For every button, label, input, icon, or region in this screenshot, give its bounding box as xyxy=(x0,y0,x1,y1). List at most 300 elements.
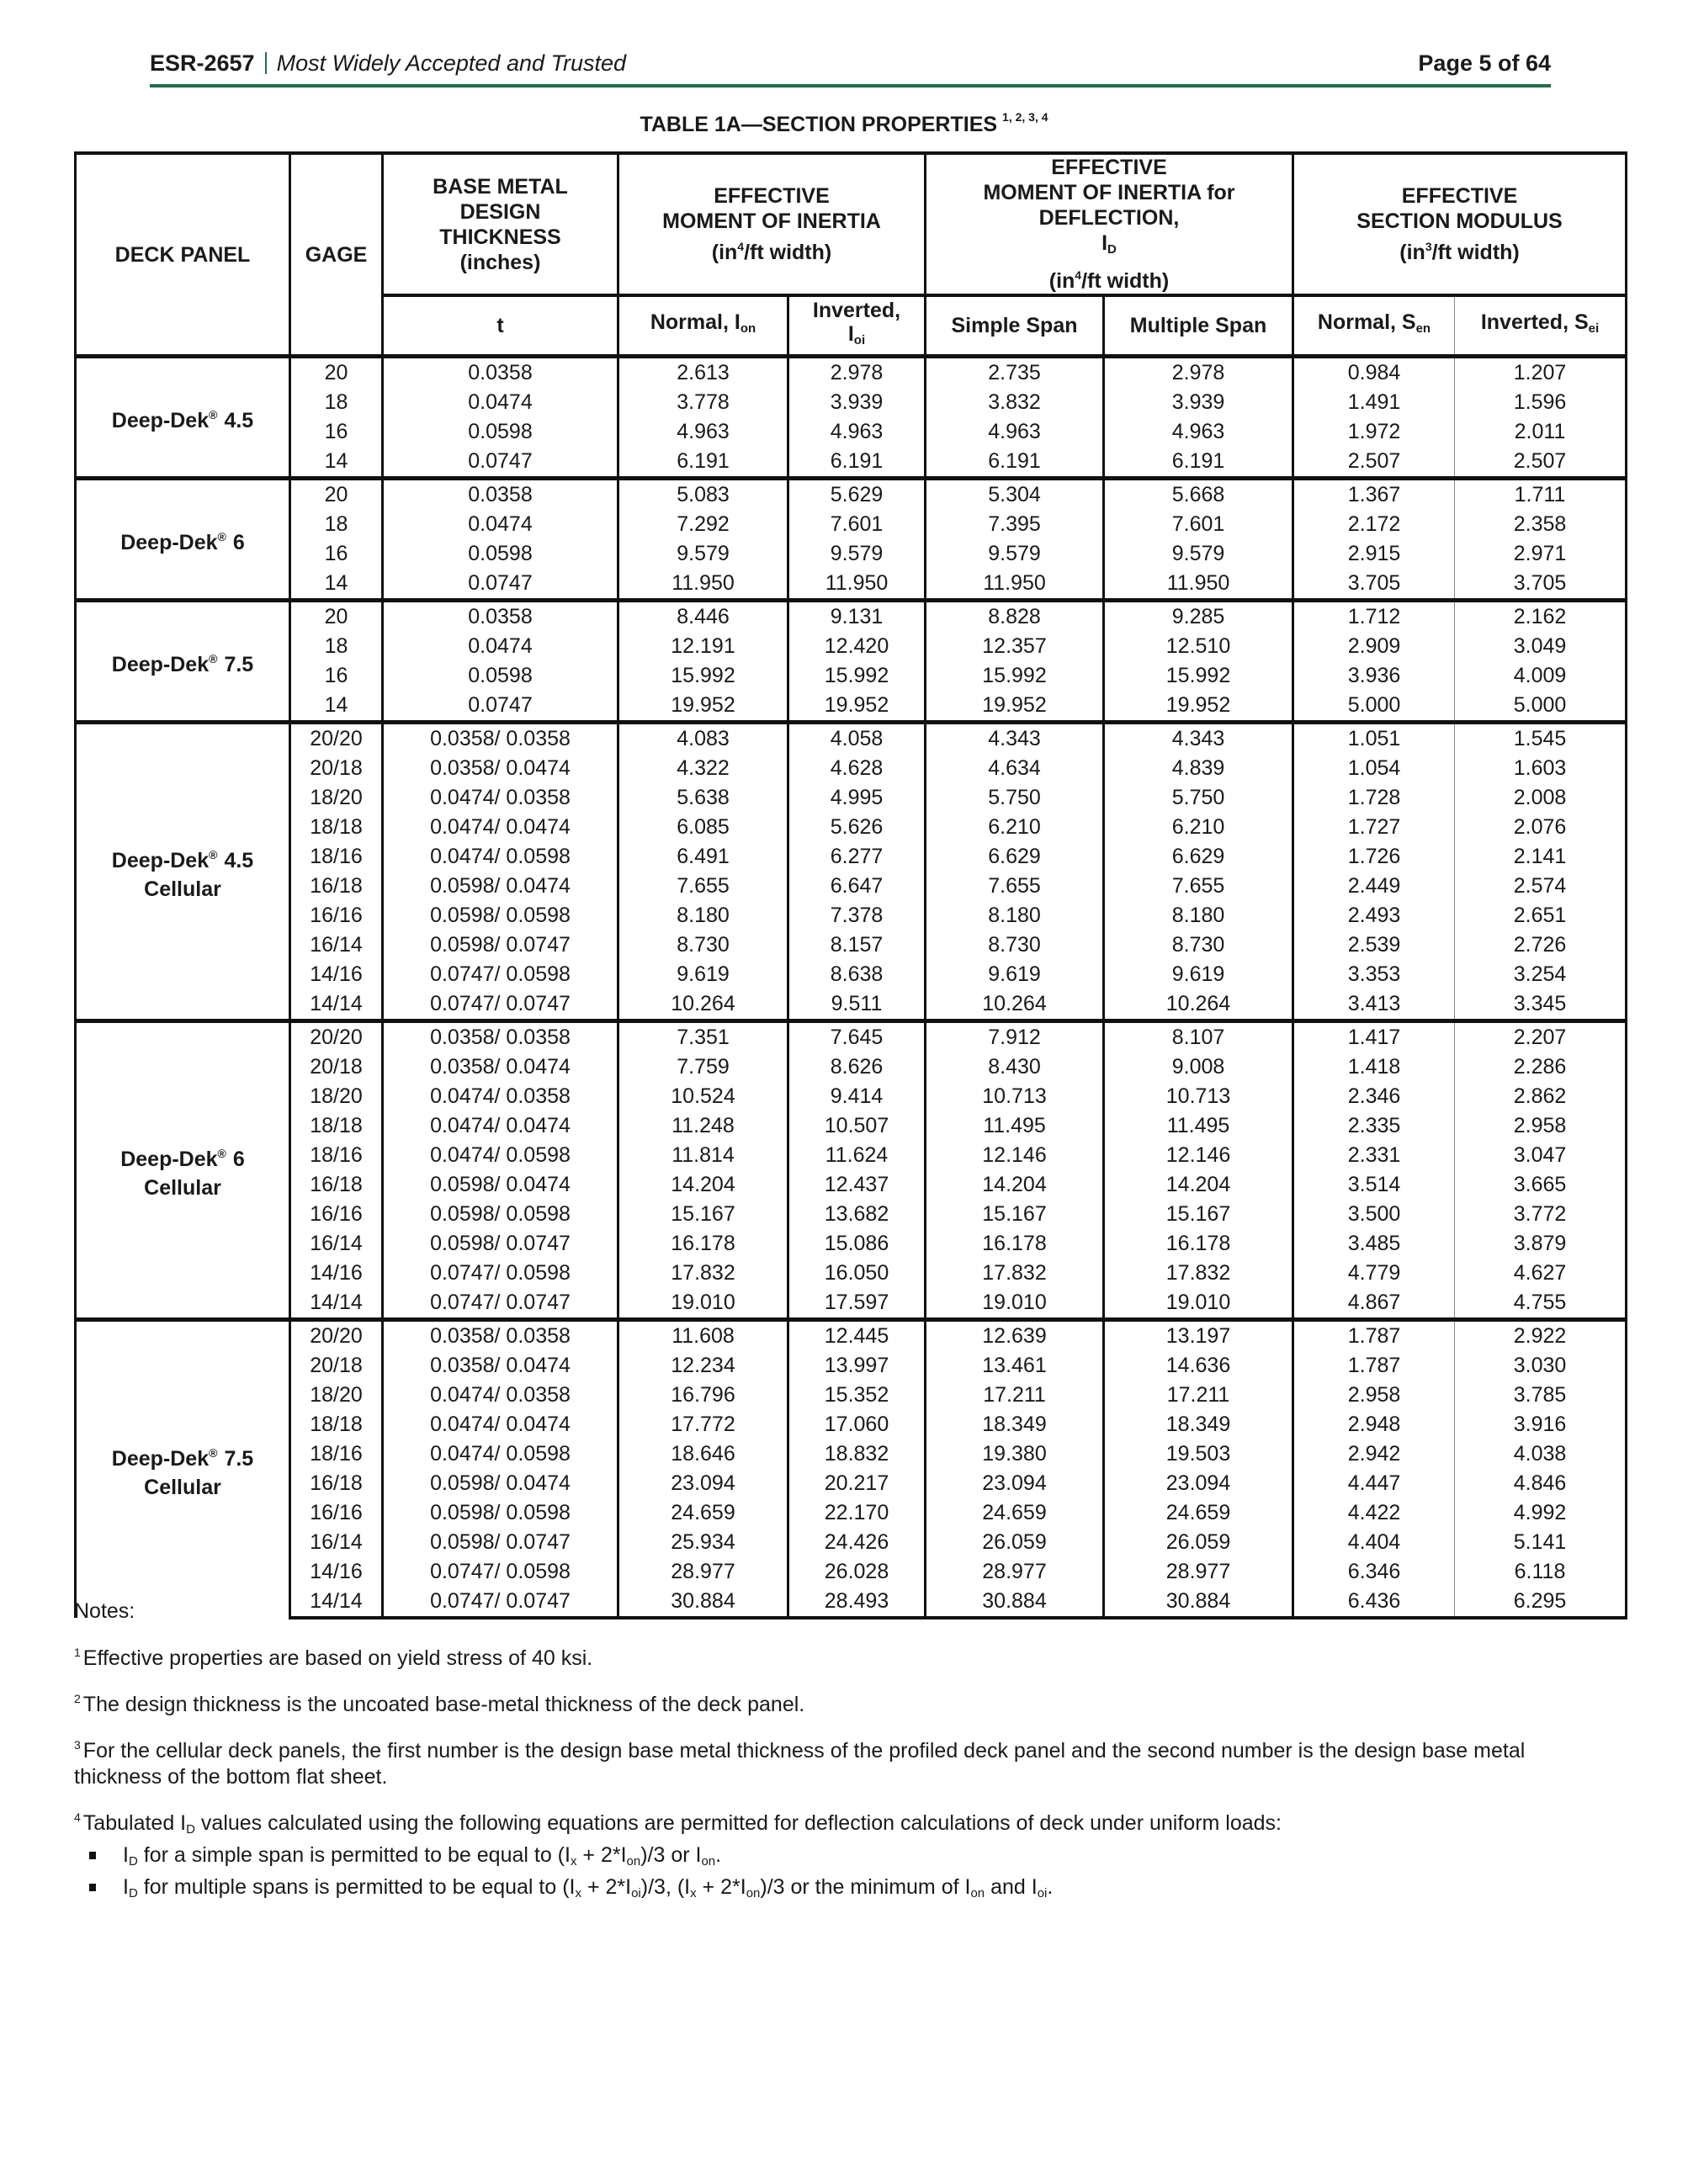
table-row xyxy=(76,569,1627,601)
cell-thickness: 0.0598/ 0.0474 xyxy=(383,1469,618,1498)
cell-simple-span-id: 12.146 xyxy=(926,1141,1104,1170)
units-text: /ft width) xyxy=(1431,241,1520,264)
cell-simple-span-id: 8.430 xyxy=(926,1052,1104,1082)
cell-normal-ion: 11.248 xyxy=(618,1111,788,1141)
cell-normal-ion: 4.322 xyxy=(618,754,788,783)
registered-mark: ® xyxy=(209,651,218,665)
cell-inverted-ioi: 9.579 xyxy=(788,539,926,569)
cell-simple-span-id: 16.178 xyxy=(926,1229,1104,1259)
cell-inverted-ioi: 16.050 xyxy=(788,1259,926,1288)
header-units xyxy=(926,262,1292,294)
cell-simple-span-id: 11.495 xyxy=(926,1111,1104,1141)
formula-subscript: oi xyxy=(631,1886,641,1900)
cell-multiple-span-id: 11.950 xyxy=(1104,569,1293,601)
cell-simple-span-id: 7.395 xyxy=(926,510,1104,539)
cell-inverted-sei: 5.000 xyxy=(1455,691,1627,723)
cell-normal-sen: 2.915 xyxy=(1293,539,1455,569)
subheader-subscript: en xyxy=(1415,321,1431,336)
panel-size: 6 xyxy=(232,1147,245,1171)
cell-thickness: 0.0474/ 0.0358 xyxy=(383,1381,618,1410)
subheader-inverted-ioi xyxy=(788,295,926,357)
table-row xyxy=(76,1469,1627,1498)
registered-mark: ® xyxy=(217,529,226,543)
cell-thickness: 0.0474/ 0.0598 xyxy=(383,1141,618,1170)
table-row xyxy=(76,783,1627,813)
cell-normal-sen: 1.712 xyxy=(1293,601,1455,633)
cell-inverted-sei: 2.971 xyxy=(1455,539,1627,569)
cell-gage: 20/18 xyxy=(290,754,383,783)
cell-gage: 18/18 xyxy=(290,1410,383,1439)
cell-thickness: 0.0358/ 0.0474 xyxy=(383,1351,618,1381)
cell-inverted-sei: 2.358 xyxy=(1455,510,1627,539)
units-text: (in xyxy=(1399,241,1425,264)
cell-multiple-span-id: 17.211 xyxy=(1104,1381,1293,1410)
cell-inverted-ioi: 28.493 xyxy=(788,1587,926,1618)
panel-size: 7.5 xyxy=(224,652,254,676)
header-symbol xyxy=(926,231,1292,262)
cell-inverted-ioi: 10.507 xyxy=(788,1111,926,1141)
cell-normal-sen: 4.422 xyxy=(1293,1498,1455,1528)
cell-thickness: 0.0474 xyxy=(383,510,618,539)
cell-gage: 18/16 xyxy=(290,1141,383,1170)
cell-normal-sen: 1.726 xyxy=(1293,842,1455,872)
cell-gage: 18/18 xyxy=(290,1111,383,1141)
cell-simple-span-id: 2.735 xyxy=(926,357,1104,389)
cell-normal-sen: 2.335 xyxy=(1293,1111,1455,1141)
cell-multiple-span-id: 5.750 xyxy=(1104,783,1293,813)
cell-gage: 14/16 xyxy=(290,960,383,989)
cell-inverted-sei: 2.207 xyxy=(1455,1021,1627,1053)
formula-text: + 2*I xyxy=(576,1843,627,1867)
subheader-symbol xyxy=(789,322,924,353)
cell-inverted-sei: 6.118 xyxy=(1455,1557,1627,1587)
cell-inverted-sei: 3.785 xyxy=(1455,1381,1627,1410)
cell-multiple-span-id: 17.832 xyxy=(1104,1259,1293,1288)
cell-gage: 20/20 xyxy=(290,1021,383,1053)
table-row xyxy=(76,1170,1627,1200)
cell-inverted-ioi: 4.628 xyxy=(788,754,926,783)
cell-gage: 18/20 xyxy=(290,1381,383,1410)
formula-text: I xyxy=(123,1875,129,1899)
cell-normal-sen: 2.942 xyxy=(1293,1439,1455,1469)
cell-inverted-ioi: 8.638 xyxy=(788,960,926,989)
table-row xyxy=(76,1528,1627,1557)
formula-subscript: x xyxy=(570,1854,577,1869)
cell-gage: 18/20 xyxy=(290,1082,383,1111)
cell-thickness: 0.0474 xyxy=(383,388,618,417)
cell-inverted-ioi: 7.645 xyxy=(788,1021,926,1053)
cell-multiple-span-id: 19.503 xyxy=(1104,1439,1293,1469)
deck-panel-cell xyxy=(76,1021,290,1320)
cell-inverted-ioi: 4.058 xyxy=(788,723,926,755)
cell-simple-span-id: 9.619 xyxy=(926,960,1104,989)
cell-normal-ion: 8.730 xyxy=(618,930,788,960)
header-line: BASE METAL xyxy=(433,174,568,199)
cell-normal-ion: 4.083 xyxy=(618,723,788,755)
cell-inverted-ioi: 6.277 xyxy=(788,842,926,872)
cell-gage: 20 xyxy=(290,601,383,633)
cell-inverted-ioi: 9.131 xyxy=(788,601,926,633)
cell-gage: 16/18 xyxy=(290,1469,383,1498)
cell-thickness: 0.0598/ 0.0474 xyxy=(383,1170,618,1200)
cell-simple-span-id: 15.167 xyxy=(926,1200,1104,1229)
cell-multiple-span-id: 5.668 xyxy=(1104,479,1293,511)
cell-multiple-span-id: 14.204 xyxy=(1104,1170,1293,1200)
cell-inverted-sei: 2.008 xyxy=(1455,783,1627,813)
header-units xyxy=(1294,234,1625,265)
cell-inverted-ioi: 6.647 xyxy=(788,872,926,901)
cell-normal-sen: 1.787 xyxy=(1293,1320,1455,1352)
cell-inverted-sei: 2.651 xyxy=(1455,901,1627,930)
cell-simple-span-id: 28.977 xyxy=(926,1557,1104,1587)
cell-inverted-sei: 2.958 xyxy=(1455,1111,1627,1141)
cell-normal-sen: 2.507 xyxy=(1293,447,1455,479)
cell-normal-sen: 3.936 xyxy=(1293,661,1455,691)
cell-normal-ion: 25.934 xyxy=(618,1528,788,1557)
cell-thickness: 0.0474 xyxy=(383,632,618,661)
note-4-bullets xyxy=(74,1842,1589,1906)
note-3 xyxy=(74,1732,1589,1790)
cell-gage: 20/18 xyxy=(290,1052,383,1082)
cell-inverted-sei: 2.141 xyxy=(1455,842,1627,872)
cell-simple-span-id: 26.059 xyxy=(926,1528,1104,1557)
cell-inverted-sei: 3.705 xyxy=(1455,569,1627,601)
cell-multiple-span-id: 12.510 xyxy=(1104,632,1293,661)
cell-multiple-span-id: 9.619 xyxy=(1104,960,1293,989)
cell-gage: 16/16 xyxy=(290,1498,383,1528)
units-exponent: 3 xyxy=(1425,240,1432,253)
cell-inverted-sei: 3.030 xyxy=(1455,1351,1627,1381)
cell-gage: 14/14 xyxy=(290,1587,383,1618)
cell-gage: 14 xyxy=(290,447,383,479)
cell-inverted-sei: 1.711 xyxy=(1455,479,1627,511)
cell-inverted-ioi: 8.626 xyxy=(788,1052,926,1082)
cell-multiple-span-id: 15.167 xyxy=(1104,1200,1293,1229)
cell-thickness: 0.0747/ 0.0747 xyxy=(383,989,618,1021)
cell-simple-span-id: 11.950 xyxy=(926,569,1104,601)
cell-simple-span-id: 10.264 xyxy=(926,989,1104,1021)
cell-simple-span-id: 12.357 xyxy=(926,632,1104,661)
cell-normal-sen: 2.172 xyxy=(1293,510,1455,539)
cell-inverted-sei: 3.254 xyxy=(1455,960,1627,989)
cell-thickness: 0.0747 xyxy=(383,569,618,601)
units-text: /ft width) xyxy=(744,241,832,264)
cell-inverted-ioi: 4.995 xyxy=(788,783,926,813)
deck-panel-cell xyxy=(76,479,290,601)
header-line: MOMENT OF INERTIA xyxy=(662,209,881,233)
cell-thickness: 0.0474/ 0.0474 xyxy=(383,813,618,842)
subheader-text: Inverted, S xyxy=(1480,310,1589,334)
deck-panel-cell xyxy=(76,601,290,723)
cell-inverted-sei: 4.755 xyxy=(1455,1288,1627,1320)
cell-normal-ion: 10.264 xyxy=(618,989,788,1021)
deck-panel-cell xyxy=(76,357,290,479)
deck-panel-type: Cellular xyxy=(144,1475,221,1499)
table-row xyxy=(76,872,1627,901)
cell-multiple-span-id: 7.655 xyxy=(1104,872,1293,901)
cell-thickness: 0.0747/ 0.0598 xyxy=(383,960,618,989)
cell-gage: 16/16 xyxy=(290,1200,383,1229)
cell-normal-sen: 1.728 xyxy=(1293,783,1455,813)
cell-normal-ion: 28.977 xyxy=(618,1557,788,1587)
cell-normal-ion: 15.992 xyxy=(618,661,788,691)
table-row xyxy=(76,447,1627,479)
cell-normal-ion: 6.491 xyxy=(618,842,788,872)
deck-panel-name xyxy=(77,1439,289,1473)
table-row xyxy=(76,960,1627,989)
symbol-text: I xyxy=(1101,231,1108,255)
cell-normal-ion: 18.646 xyxy=(618,1439,788,1469)
cell-gage: 16/18 xyxy=(290,872,383,901)
cell-normal-sen: 0.984 xyxy=(1293,357,1455,389)
cell-inverted-sei: 1.596 xyxy=(1455,388,1627,417)
table-row xyxy=(76,754,1627,783)
cell-inverted-ioi: 4.963 xyxy=(788,417,926,447)
cell-normal-ion: 7.655 xyxy=(618,872,788,901)
cell-inverted-ioi: 24.426 xyxy=(788,1528,926,1557)
cell-inverted-sei: 2.574 xyxy=(1455,872,1627,901)
cell-thickness: 0.0747 xyxy=(383,691,618,723)
subheader-simple-span: Simple Span xyxy=(926,295,1104,357)
cell-multiple-span-id: 28.977 xyxy=(1104,1557,1293,1587)
formula-text: )/3 or I xyxy=(640,1843,702,1867)
cell-gage: 14/16 xyxy=(290,1259,383,1288)
deck-panel-name xyxy=(77,840,289,875)
cell-thickness: 0.0358 xyxy=(383,357,618,389)
cell-multiple-span-id: 15.992 xyxy=(1104,661,1293,691)
panel-size: 7.5 xyxy=(224,1446,254,1471)
col-header-gage: GAGE xyxy=(290,153,383,357)
cell-gage: 14 xyxy=(290,691,383,723)
cell-multiple-span-id: 30.884 xyxy=(1104,1587,1293,1618)
cell-multiple-span-id: 8.180 xyxy=(1104,901,1293,930)
col-header-thickness xyxy=(383,153,618,295)
cell-inverted-sei: 2.507 xyxy=(1455,447,1627,479)
cell-thickness: 0.0598/ 0.0598 xyxy=(383,1200,618,1229)
cell-simple-span-id: 4.963 xyxy=(926,417,1104,447)
cell-multiple-span-id: 26.059 xyxy=(1104,1528,1293,1557)
note-1 xyxy=(74,1640,1589,1672)
cell-simple-span-id: 23.094 xyxy=(926,1469,1104,1498)
cell-multiple-span-id: 8.730 xyxy=(1104,930,1293,960)
panel-brand: Deep-Dek xyxy=(120,1147,218,1171)
cell-thickness: 0.0598/ 0.0474 xyxy=(383,872,618,901)
cell-inverted-ioi: 17.060 xyxy=(788,1410,926,1439)
col-header-deflection-inertia xyxy=(926,153,1293,295)
cell-inverted-ioi: 11.950 xyxy=(788,569,926,601)
cell-inverted-sei: 3.879 xyxy=(1455,1229,1627,1259)
cell-inverted-sei: 2.162 xyxy=(1455,601,1627,633)
formula-subscript: D xyxy=(128,1886,138,1900)
cell-normal-ion: 16.796 xyxy=(618,1381,788,1410)
cell-inverted-sei: 1.545 xyxy=(1455,723,1627,755)
table-row xyxy=(76,1557,1627,1587)
cell-simple-span-id: 7.912 xyxy=(926,1021,1104,1053)
cell-gage: 14/16 xyxy=(290,1557,383,1587)
cell-inverted-ioi: 7.378 xyxy=(788,901,926,930)
cell-multiple-span-id: 10.264 xyxy=(1104,989,1293,1021)
cell-normal-ion: 7.292 xyxy=(618,510,788,539)
cell-simple-span-id: 4.634 xyxy=(926,754,1104,783)
cell-normal-sen: 2.948 xyxy=(1293,1410,1455,1439)
formula-text: . xyxy=(1047,1875,1054,1899)
cell-multiple-span-id: 24.659 xyxy=(1104,1498,1293,1528)
cell-inverted-ioi: 13.997 xyxy=(788,1351,926,1381)
cell-normal-ion: 17.832 xyxy=(618,1259,788,1288)
cell-thickness: 0.0474/ 0.0474 xyxy=(383,1111,618,1141)
note-4 xyxy=(74,1805,1589,1842)
cell-normal-sen: 3.500 xyxy=(1293,1200,1455,1229)
cell-inverted-sei: 4.627 xyxy=(1455,1259,1627,1288)
cell-inverted-ioi: 18.832 xyxy=(788,1439,926,1469)
cell-multiple-span-id: 18.349 xyxy=(1104,1410,1293,1439)
cell-inverted-ioi: 9.414 xyxy=(788,1082,926,1111)
cell-thickness: 0.0598 xyxy=(383,539,618,569)
cell-normal-sen: 4.404 xyxy=(1293,1528,1455,1557)
cell-multiple-span-id: 12.146 xyxy=(1104,1141,1293,1170)
cell-multiple-span-id: 7.601 xyxy=(1104,510,1293,539)
symbol-subscript: D xyxy=(1107,242,1117,257)
cell-thickness: 0.0474/ 0.0358 xyxy=(383,1082,618,1111)
cell-normal-sen: 1.727 xyxy=(1293,813,1455,842)
table-row xyxy=(76,661,1627,691)
cell-inverted-sei: 3.916 xyxy=(1455,1410,1627,1439)
note-subscript: D xyxy=(186,1822,195,1837)
cell-simple-span-id: 3.832 xyxy=(926,388,1104,417)
cell-inverted-ioi: 17.597 xyxy=(788,1288,926,1320)
section-properties-table xyxy=(74,151,1627,1619)
cell-multiple-span-id: 4.343 xyxy=(1104,723,1293,755)
cell-gage: 16/16 xyxy=(290,901,383,930)
formula-text: )/3, (I xyxy=(640,1875,691,1899)
cell-inverted-sei: 6.295 xyxy=(1455,1587,1627,1618)
cell-gage: 20 xyxy=(290,479,383,511)
cell-normal-ion: 23.094 xyxy=(618,1469,788,1498)
cell-gage: 20/20 xyxy=(290,723,383,755)
cell-simple-span-id: 19.380 xyxy=(926,1439,1104,1469)
table-row xyxy=(76,1082,1627,1111)
formula-subscript: x xyxy=(690,1886,697,1900)
cell-inverted-ioi: 22.170 xyxy=(788,1498,926,1528)
header-line: SECTION MODULUS xyxy=(1356,209,1563,233)
cell-gage: 18/18 xyxy=(290,813,383,842)
cell-gage: 18 xyxy=(290,510,383,539)
header-line: THICKNESS xyxy=(439,225,561,249)
cell-normal-ion: 6.191 xyxy=(618,447,788,479)
panel-brand: Deep-Dek xyxy=(111,1446,210,1471)
cell-normal-ion: 8.446 xyxy=(618,601,788,633)
table-row xyxy=(76,1021,1627,1053)
cell-inverted-ioi: 5.626 xyxy=(788,813,926,842)
cell-inverted-ioi: 15.086 xyxy=(788,1229,926,1259)
cell-inverted-ioi: 8.157 xyxy=(788,930,926,960)
cell-gage: 14/14 xyxy=(290,989,383,1021)
cell-thickness: 0.0358/ 0.0358 xyxy=(383,1021,618,1053)
cell-inverted-ioi: 11.624 xyxy=(788,1141,926,1170)
cell-gage: 16/14 xyxy=(290,930,383,960)
cell-simple-span-id: 14.204 xyxy=(926,1170,1104,1200)
cell-normal-sen: 1.491 xyxy=(1293,388,1455,417)
formula-text: I xyxy=(123,1843,129,1867)
cell-normal-sen: 2.909 xyxy=(1293,632,1455,661)
note-ref: 4 xyxy=(74,1810,81,1824)
cell-normal-sen: 1.418 xyxy=(1293,1052,1455,1082)
cell-thickness: 0.0358 xyxy=(383,601,618,633)
cell-normal-sen: 2.346 xyxy=(1293,1082,1455,1111)
cell-simple-span-id: 9.579 xyxy=(926,539,1104,569)
cell-inverted-ioi: 12.437 xyxy=(788,1170,926,1200)
cell-normal-ion: 9.579 xyxy=(618,539,788,569)
cell-inverted-sei: 4.992 xyxy=(1455,1498,1627,1528)
units-text: (in xyxy=(711,241,738,264)
cell-simple-span-id: 7.655 xyxy=(926,872,1104,901)
cell-simple-span-id: 19.952 xyxy=(926,691,1104,723)
panel-size: 4.5 xyxy=(224,848,254,872)
cell-gage: 18 xyxy=(290,632,383,661)
cell-gage: 14/14 xyxy=(290,1288,383,1320)
header-left xyxy=(150,50,626,77)
header-line: DEFLECTION, xyxy=(1038,206,1180,230)
cell-thickness: 0.0474/ 0.0598 xyxy=(383,842,618,872)
cell-normal-ion: 10.524 xyxy=(618,1082,788,1111)
note-text: values calculated using the following equations are permitted for deflection calculations of deck under uniform loads: xyxy=(194,1811,1282,1835)
cell-normal-ion: 7.759 xyxy=(618,1052,788,1082)
panel-brand: Deep-Dek xyxy=(111,652,210,676)
subheader-subscript: oi xyxy=(853,333,866,347)
cell-thickness: 0.0598/ 0.0747 xyxy=(383,930,618,960)
registered-mark: ® xyxy=(209,407,218,421)
cell-normal-ion: 5.638 xyxy=(618,783,788,813)
table-row xyxy=(76,1141,1627,1170)
subheader-text: Normal, S xyxy=(1317,310,1416,334)
cell-thickness: 0.0598/ 0.0598 xyxy=(383,1498,618,1528)
deck-panel-type: Cellular xyxy=(144,1175,221,1200)
note-ref: 3 xyxy=(74,1738,81,1752)
cell-simple-span-id: 17.211 xyxy=(926,1381,1104,1410)
table-row xyxy=(76,510,1627,539)
table-row xyxy=(76,1381,1627,1410)
cell-normal-ion: 14.204 xyxy=(618,1170,788,1200)
cell-normal-sen: 1.054 xyxy=(1293,754,1455,783)
units-text: (in xyxy=(1048,269,1075,293)
subheader-text: I xyxy=(847,322,854,346)
cell-inverted-sei: 3.772 xyxy=(1455,1200,1627,1229)
cell-thickness: 0.0598/ 0.0747 xyxy=(383,1528,618,1557)
cell-normal-ion: 9.619 xyxy=(618,960,788,989)
cell-simple-span-id: 19.010 xyxy=(926,1288,1104,1320)
cell-inverted-ioi: 9.511 xyxy=(788,989,926,1021)
cell-inverted-ioi: 2.978 xyxy=(788,357,926,389)
cell-multiple-span-id: 14.636 xyxy=(1104,1351,1293,1381)
formula-text: for a simple span is permitted to be equal to (I xyxy=(137,1843,571,1867)
table-row xyxy=(76,539,1627,569)
cell-simple-span-id: 8.730 xyxy=(926,930,1104,960)
cell-inverted-sei: 2.076 xyxy=(1455,813,1627,842)
table-row xyxy=(76,357,1627,389)
cell-simple-span-id: 24.659 xyxy=(926,1498,1104,1528)
table-row xyxy=(76,388,1627,417)
units-exponent: 4 xyxy=(737,240,745,253)
cell-normal-sen: 2.449 xyxy=(1293,872,1455,901)
cell-normal-ion: 11.608 xyxy=(618,1320,788,1352)
cell-simple-span-id: 15.992 xyxy=(926,661,1104,691)
note-text: Tabulated I xyxy=(82,1811,187,1835)
table-row xyxy=(76,1288,1627,1320)
table-row xyxy=(76,1052,1627,1082)
cell-normal-ion: 8.180 xyxy=(618,901,788,930)
formula-subscript: on xyxy=(701,1854,716,1869)
cell-simple-span-id: 17.832 xyxy=(926,1259,1104,1288)
